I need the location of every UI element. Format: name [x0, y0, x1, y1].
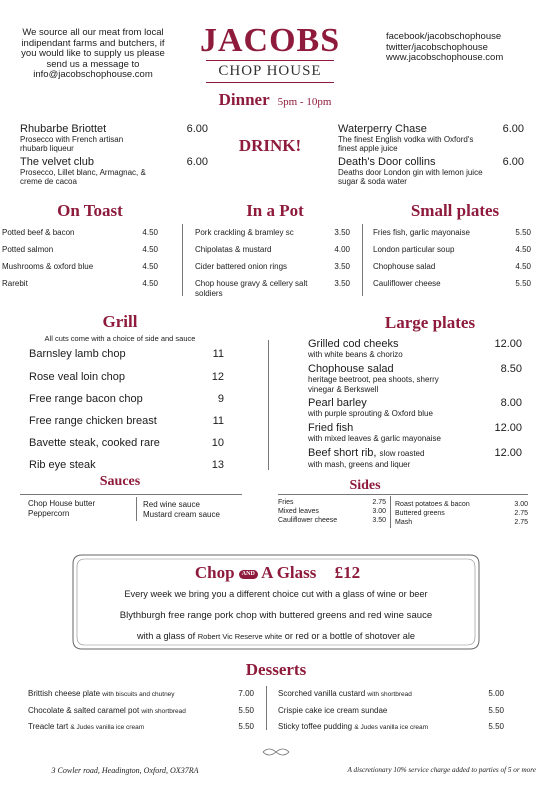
- chop-glass-line3-a: with a glass of: [136, 631, 196, 641]
- menu-item: [195, 228, 350, 238]
- item-price: 5.50: [515, 279, 531, 288]
- sauces-heading: Sauces: [99, 474, 141, 489]
- service-name: Dinner: [218, 90, 270, 109]
- item-name: Fries fish, garlic mayonaise: [373, 228, 470, 237]
- menu-item: [2, 279, 158, 289]
- drink-desc: Prosecco, Lillet blanc, Armagnac, & creme de cacoa: [20, 168, 146, 186]
- dessert-item: [278, 689, 504, 700]
- menu-item: [29, 459, 224, 471]
- dessert-desc: & Judes vanilla ice cream: [354, 724, 429, 731]
- side-price: 2.75: [372, 499, 386, 506]
- sauce-item: Red wine sauce: [143, 500, 200, 509]
- side-name: Mixed leaves: [278, 508, 319, 515]
- side-item: [395, 509, 528, 518]
- drink-name: Rhubarbe Briottet: [20, 123, 107, 135]
- menu-item: [373, 245, 531, 255]
- item-price: 4.00: [334, 245, 350, 254]
- drink-item: [338, 156, 524, 186]
- side-item: [395, 518, 528, 527]
- menu-item: [2, 245, 158, 255]
- menu-item: [373, 228, 531, 238]
- item-name: Mushrooms & oxford blue: [2, 262, 94, 271]
- brand-rule-bottom: [206, 82, 334, 83]
- sourcing-note: We source all our meat from local indipendant farms and butchers, if you would like to supply us please send us a message to info@jacobschophouse.com: [21, 27, 165, 80]
- column-divider: [390, 496, 391, 528]
- item-name: Potted beef & bacon: [2, 228, 75, 237]
- side-item: [278, 516, 386, 525]
- menu-item: [373, 262, 531, 272]
- column-divider: [362, 224, 363, 296]
- drink-name: The velvet club: [20, 156, 94, 168]
- sauce-item: Mustard cream sauce: [143, 510, 220, 519]
- dessert-item: [28, 722, 254, 733]
- dessert-name: Treacle tart: [28, 722, 69, 731]
- service-time: 5pm - 10pm: [277, 96, 332, 108]
- sauce-list-left: [28, 499, 133, 519]
- item-price: 12.00: [494, 338, 522, 350]
- dessert-name: Scorched vanilla custard: [278, 689, 366, 698]
- facebook-link[interactable]: facebook/jacobschophouse: [386, 31, 502, 42]
- item-name: Rarebit: [2, 279, 28, 288]
- twitter-link[interactable]: twitter/jacobschophouse: [386, 41, 488, 53]
- dessert-name: Brittish cheese plate: [28, 689, 101, 698]
- service-hours: [205, 90, 345, 110]
- chop-glass-line3: [80, 631, 472, 641]
- item-name: Barnsley lamb chop: [29, 348, 126, 360]
- small-plates-heading: Small plates: [410, 201, 500, 220]
- item-desc: heritage beetroot, pea shoots, sherry vinegar & Berkswell: [308, 375, 439, 394]
- dessert-item: [278, 706, 504, 716]
- menu-item: [29, 393, 224, 405]
- item-name: Chipolatas & mustard: [195, 245, 272, 254]
- sides-heading: Sides: [349, 478, 381, 493]
- item-name: Cauliflower cheese: [373, 279, 441, 288]
- item-price: 10: [211, 437, 224, 449]
- social-links: [386, 32, 536, 64]
- side-price: 2.75: [514, 510, 528, 517]
- side-name: Cauliflower cheese: [278, 517, 338, 524]
- chop-glass-title-right: A Glass: [261, 563, 317, 582]
- item-name: Rose veal loin chop: [29, 371, 126, 383]
- column-divider: [268, 340, 269, 470]
- dessert-name: Sticky toffee pudding: [278, 722, 353, 731]
- item-desc: with mixed leaves & garlic mayonaise: [308, 434, 441, 443]
- large-plates-heading: Large plates: [384, 313, 476, 332]
- item-price: 12.00: [494, 422, 522, 434]
- item-name: Chophouse salad: [373, 262, 436, 271]
- item-price: 13: [211, 459, 224, 471]
- flourish-ornament: [261, 746, 291, 758]
- item-name: London particular soup: [373, 245, 455, 254]
- menu-item: [29, 371, 224, 383]
- drink-price: 6.00: [502, 123, 524, 135]
- footer-service-note: A discretionary 10% service charge added to parties of 5 or more: [347, 766, 536, 774]
- dessert-name: Chocolate & salted caramel pot: [28, 706, 140, 715]
- item-price: 4.50: [142, 245, 158, 254]
- item-name: Free range bacon chop: [29, 393, 143, 405]
- side-item: [395, 500, 528, 509]
- dessert-desc: & Judes vanilla ice cream: [70, 724, 145, 731]
- section-rule: [20, 494, 242, 495]
- menu-item: [373, 279, 531, 289]
- side-name: Roast potatoes & bacon: [395, 501, 470, 508]
- dessert-item: [278, 722, 504, 733]
- in-a-pot-heading: In a Pot: [246, 201, 304, 220]
- item-name: Grilled cod cheeks: [308, 338, 399, 350]
- sides-list-right: [395, 500, 528, 527]
- item-name: Fried fish: [308, 422, 354, 434]
- item-name: Pork crackling & bramley sc: [195, 228, 294, 237]
- menu-item: [308, 447, 522, 470]
- side-price: 3.50: [372, 517, 386, 524]
- drink-desc: Deaths door London gin with lemon juice sugar & soda water: [338, 168, 483, 186]
- brand-rule-top: [206, 60, 334, 61]
- dessert-name: Crispie cake ice cream sundae: [278, 706, 388, 715]
- sauce-list-right: [143, 500, 253, 520]
- side-item: [278, 498, 386, 507]
- item-price: 4.50: [142, 279, 158, 288]
- item-price: 11: [212, 348, 224, 360]
- item-desc: with mash, greens and liquer: [308, 460, 411, 469]
- dessert-price: 5.50: [238, 722, 254, 731]
- item-name: Beef short rib,: [308, 447, 377, 459]
- chop-glass-and-badge: AND: [239, 570, 258, 579]
- dessert-price: 5.50: [488, 706, 504, 715]
- item-price: 12.00: [494, 447, 522, 459]
- dessert-desc: with biscuits and chutney: [102, 691, 175, 698]
- item-price: 4.50: [142, 228, 158, 237]
- column-divider: [136, 497, 137, 521]
- item-price: 4.50: [515, 262, 531, 271]
- column-divider: [266, 686, 267, 730]
- menu-item: [2, 262, 158, 272]
- menu-item: [29, 415, 224, 427]
- menu-item: [308, 422, 522, 444]
- item-price: 9: [217, 393, 224, 405]
- menu-item: [2, 228, 158, 238]
- side-price: 2.75: [514, 519, 528, 526]
- item-price: 5.50: [515, 228, 531, 237]
- item-price: 8.00: [500, 397, 522, 409]
- menu-item: [308, 363, 522, 395]
- drink-name: Waterperry Chase: [338, 123, 427, 135]
- drink-name: Death's Door collins: [338, 156, 436, 168]
- item-price: 3.50: [334, 262, 350, 271]
- drink-item: [20, 123, 208, 153]
- drink-price: 6.00: [186, 123, 208, 135]
- drink-price: 6.00: [186, 156, 208, 168]
- dessert-desc: with shortbread: [367, 691, 412, 698]
- drink-item: [20, 156, 208, 186]
- item-price: 11: [212, 415, 224, 427]
- side-price: 3.00: [514, 501, 528, 508]
- dessert-price: 5.00: [488, 689, 504, 698]
- side-name: Buttered greens: [395, 510, 445, 517]
- desserts-heading: Desserts: [245, 660, 307, 679]
- side-name: Fries: [278, 499, 294, 506]
- website-link[interactable]: www.jacobschophouse.com: [386, 52, 504, 63]
- item-name: Potted salmon: [2, 245, 54, 254]
- drink-desc: Prosecco with French artisan rhubarb liqueur: [20, 135, 124, 153]
- menu-item: [195, 279, 350, 299]
- drink-price: 6.00: [502, 156, 524, 168]
- menu-item: [195, 262, 350, 272]
- dessert-price: 5.50: [238, 706, 254, 715]
- item-price: 3.50: [334, 228, 350, 237]
- item-price: 4.50: [142, 262, 158, 271]
- menu-item: [308, 338, 522, 360]
- chop-glass-line2: Blythburgh free range pork chop with buttered greens and red wine sauce: [119, 610, 433, 621]
- menu-item: [308, 397, 522, 419]
- side-item: [278, 507, 386, 516]
- menu-item: [29, 437, 224, 449]
- side-price: 3.00: [372, 508, 386, 515]
- item-name: Cider battered onion rings: [195, 262, 288, 271]
- chop-glass-title-left: Chop: [194, 563, 235, 582]
- grill-heading: Grill: [102, 312, 138, 331]
- chop-glass-line3-c: or red or a bottle of shotover ale: [284, 631, 416, 641]
- drink-item: [338, 123, 524, 153]
- grill-note: All cuts come with a choice of side and sauce: [44, 334, 196, 343]
- chop-glass-wine: Robert Vic Reserve white: [197, 632, 283, 641]
- drink-desc: The finest English vodka with Oxford's finest apple juice: [338, 135, 474, 153]
- on-toast-heading: On Toast: [57, 201, 123, 220]
- brand-name: JACOBS: [200, 22, 341, 59]
- dessert-item: [28, 689, 254, 700]
- item-name: Bavette steak, cooked rare: [29, 437, 160, 449]
- item-name-note: slow roasted: [379, 449, 425, 458]
- item-desc: with white beans & chorizo: [308, 350, 403, 359]
- chop-glass-price: £12: [334, 563, 361, 582]
- item-price: 4.50: [515, 245, 531, 254]
- chop-glass-title: [120, 563, 435, 583]
- brand-subtitle: CHOP HOUSE: [218, 63, 322, 79]
- chop-glass-line1: Every week we bring you a different choice cut with a glass of wine or beer: [124, 589, 428, 599]
- sauce-item: Peppercorn: [28, 509, 70, 518]
- menu-item: [195, 245, 350, 255]
- item-price: 8.50: [500, 363, 522, 375]
- section-rule: [278, 494, 528, 495]
- dessert-item: [28, 706, 254, 717]
- item-name: Free range chicken breast: [29, 415, 157, 427]
- sauce-item: Chop House butter: [28, 499, 96, 508]
- item-price: 3.50: [334, 279, 350, 288]
- item-desc: with purple sprouting & Oxford blue: [308, 409, 433, 418]
- side-name: Mash: [395, 519, 413, 526]
- item-name: Chop house gravy & cellery salt soldiers: [195, 279, 308, 298]
- item-name: Rib eye steak: [29, 459, 96, 471]
- drinks-heading: DRINK!: [238, 136, 302, 155]
- column-divider: [182, 224, 183, 296]
- item-name: Chophouse salad: [308, 363, 394, 375]
- menu-item: [29, 348, 224, 360]
- item-name: Pearl barley: [308, 397, 367, 409]
- sides-list-left: [278, 498, 386, 525]
- footer-address: 3 Cowler road, Headington, Oxford, OX37RA: [51, 766, 199, 775]
- dessert-price: 5.50: [488, 722, 504, 731]
- item-price: 12: [211, 371, 224, 383]
- dessert-desc: with shortbread: [141, 708, 186, 715]
- dessert-price: 7.00: [238, 689, 254, 698]
